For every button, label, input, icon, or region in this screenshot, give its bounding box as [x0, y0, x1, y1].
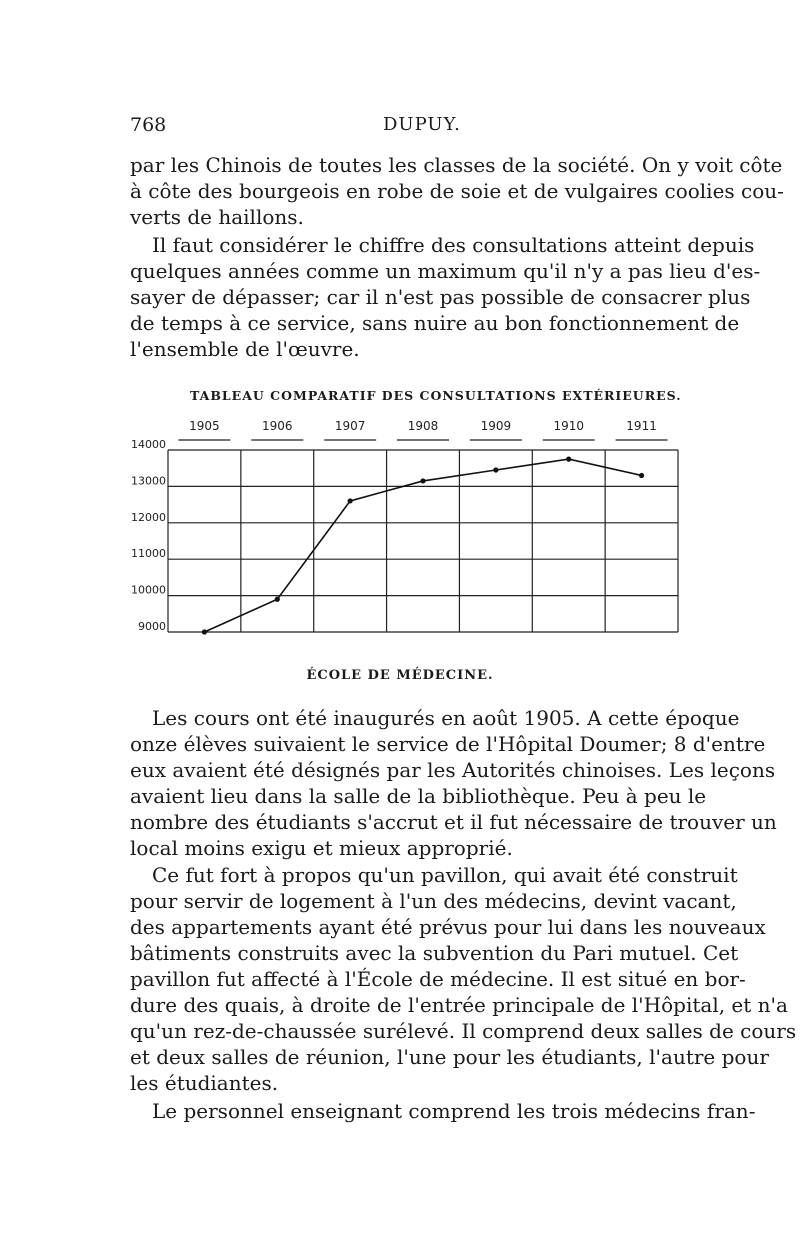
- paragraph-ecole: [130, 705, 777, 861]
- data-point: [639, 473, 644, 478]
- page-number: 768: [130, 114, 167, 136]
- chart-x-labels: [178, 419, 667, 440]
- paragraph-personnel: [130, 1098, 756, 1124]
- chart-grid: [168, 450, 678, 632]
- y-tick-label: 14000: [131, 438, 166, 451]
- data-point: [566, 457, 571, 462]
- text-line: l'ensemble de l'œuvre.: [130, 337, 360, 361]
- text-line: Le personnel enseignant comprend les trois médecins fran-: [152, 1099, 756, 1123]
- text-line: Les cours ont été inaugurés en août 1905. A cette époque: [152, 706, 740, 730]
- y-tick-label: 9000: [138, 620, 166, 633]
- text-line: verts de haillons.: [130, 205, 304, 229]
- text-line: eux avaient été désignés par les Autorités chinoises. Les leçons: [130, 758, 776, 782]
- data-point: [275, 597, 280, 602]
- consultations-chart: [0, 410, 800, 660]
- text-line: pour servir de logement à l'un des médecins, devint vacant,: [130, 889, 737, 913]
- text-line: qu'un rez-de-chaussée surélevé. Il comprend deux salles de cours: [130, 1019, 797, 1043]
- data-point: [202, 629, 207, 634]
- text-line: pavillon fut affecté à l'École de médecine. Il est situé en bor-: [130, 967, 746, 991]
- chart-series: [202, 457, 644, 635]
- x-tick-label: 1906: [262, 419, 293, 433]
- paragraph-pavillon: [130, 862, 797, 1096]
- y-tick-label: 10000: [131, 583, 166, 597]
- running-head: DUPUY.: [383, 114, 461, 135]
- chart-y-labels: [131, 438, 166, 633]
- text-line: sayer de dépasser; car il n'est pas possible de consacrer plus: [130, 285, 751, 309]
- text-line: onze élèves suivaient le service de l'Hôpital Doumer; 8 d'entre: [130, 732, 766, 756]
- y-tick-label: 11000: [131, 547, 166, 561]
- text-line: Ce fut fort à propos qu'un pavillon, qui avait été construit: [152, 863, 738, 887]
- text-line: nombre des étudiants s'accrut et il fut nécessaire de trouver un: [130, 810, 777, 834]
- text-line: quelques années comme un maximum qu'il n'y a pas lieu d'es-: [130, 259, 761, 283]
- text-line: Il faut considérer le chiffre des consultations atteint depuis: [152, 233, 755, 257]
- text-line: les étudiantes.: [130, 1071, 279, 1095]
- text-line: des appartements ayant été prévus pour lui dans les nouveaux: [130, 915, 766, 939]
- paragraph-consultations: [130, 232, 761, 362]
- y-tick-label: 12000: [131, 510, 166, 524]
- x-tick-label: 1905: [189, 419, 220, 433]
- text-line: à côte des bourgeois en robe de soie et de vulgaires coolies cou-: [130, 179, 784, 203]
- text-line: bâtiments construits avec la subvention du Pari mutuel. Cet: [130, 941, 739, 965]
- x-tick-label: 1910: [553, 419, 584, 433]
- data-point: [348, 498, 353, 503]
- section-heading: ÉCOLE DE MÉDECINE.: [306, 668, 494, 683]
- paragraph-intro: [130, 152, 784, 230]
- x-tick-label: 1908: [407, 419, 439, 433]
- text-line: dure des quais, à droite de l'entrée principale de l'Hôpital, et n'a: [130, 993, 788, 1017]
- data-point: [493, 467, 498, 472]
- text-line: de temps à ce service, sans nuire au bon fonctionnement de: [130, 311, 740, 335]
- x-tick-label: 1909: [480, 419, 512, 433]
- text-line: avaient lieu dans la salle de la bibliothèque. Peu à peu le: [130, 784, 707, 808]
- x-tick-label: 1907: [334, 419, 366, 433]
- data-point: [420, 478, 425, 483]
- text-line: et deux salles de réunion, l'une pour les étudiants, l'autre pour: [130, 1045, 769, 1069]
- series-line: [204, 459, 641, 632]
- y-tick-label: 13000: [131, 474, 166, 488]
- x-tick-label: 1911: [626, 419, 657, 433]
- text-line: par les Chinois de toutes les classes de la société. On y voit côte: [130, 153, 783, 177]
- text-line: local moins exigu et mieux approprié.: [130, 836, 513, 860]
- chart-title: TABLEAU COMPARATIF DES CONSULTATIONS EXTÉRIEURES.: [190, 388, 682, 403]
